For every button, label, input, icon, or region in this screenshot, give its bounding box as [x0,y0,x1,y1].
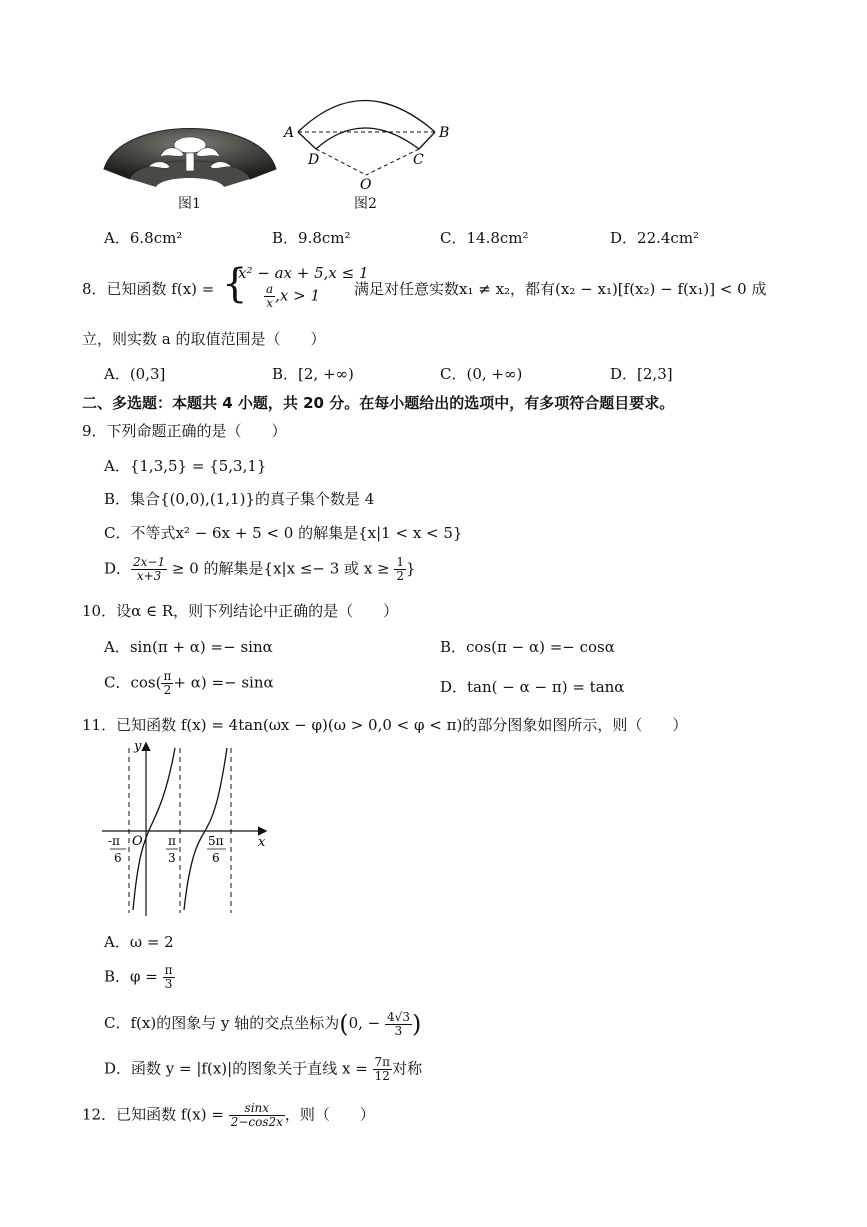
q10-c-post: + α) =− sinα [173,673,274,692]
graph-x-label: x [258,835,266,850]
figure-1-caption: 图1 [178,196,201,212]
q8-case-2 [264,283,320,310]
q9-d-den: x+3 [136,569,162,583]
q12-pre: 12．已知函数 f(x) = [82,1105,224,1124]
q8-case-1: x² − ax + 5,x ≤ 1 [238,264,369,282]
q11-c-coord-pre: 0, − [348,1014,381,1032]
q10-c-pre: C．cos( [104,673,162,692]
q10-option-b: B．cos(π − α) =− cosα [440,638,615,656]
q9-d-mid: ≥ 0 的解集是{x|x ≤− 3 或 x ≥ [171,559,390,578]
label-b: B [439,125,450,141]
graph-y-label: y [134,739,142,754]
q10-c-num: π [163,669,172,683]
q10-option-d: D．tan( − α − π) = tanα [440,678,625,696]
q9-option-a: A．{1,3,5} = {5,3,1} [104,457,267,475]
q8-brace: { [222,261,248,307]
q8-case2-rest: ,x > 1 [275,286,321,305]
q9-option-d [104,556,416,583]
graph-pi-label: π [168,834,176,848]
graph-six-2-label: 6 [212,851,220,865]
q11-b-num: π [164,963,173,977]
q11-option-b [104,964,175,991]
q9-d-label: D． [104,559,132,578]
q11-option-d [104,1056,422,1083]
q12-den: 2−cos2x [230,1115,283,1129]
q11-d-pre: D．函数 y = |f(x)|的图象关于直线 x = [104,1059,368,1078]
q7-option-a: A．6.8cm² [104,229,183,247]
section-2-heading: 二、多选题：本题共 4 小题，共 20 分。在每小题给出的选项中，有多项符合题目要求。 [82,394,675,412]
figure-1-image [100,95,280,190]
graph-origin-label: O [132,834,143,849]
q9-d-half-num: 1 [396,555,405,569]
graph-six-1-label: 6 [114,851,122,865]
q11-d-den: 12 [374,1069,390,1083]
q9-option-b: B．集合{(0,0),(1,1)}的真子集个数是 4 [104,490,375,508]
q9-stem: 9．下列命题正确的是（ ） [82,422,287,440]
q9-d-end: } [406,559,416,578]
q10-c-den: 2 [163,683,172,697]
q9-option-c: C．不等式x² − 6x + 5 < 0 的解集是{x|1 < x < 5} [104,524,463,542]
q7-option-d: D．22.4cm² [610,229,700,247]
label-o: O [360,177,372,193]
label-a: A [284,125,295,141]
q8-option-c: C．(0, +∞) [440,365,523,383]
graph-five-pi-label: 5π [208,834,224,848]
q10-stem: 10．设α ∈ R，则下列结论中正确的是（ ） [82,602,399,620]
q10-option-a: A．sin(π + α) =− sinα [104,638,273,656]
label-d: D [308,152,320,168]
figure-2-diagram [280,85,455,195]
q9-d-half-den: 2 [396,569,405,583]
q11-b-pre: B．φ = [104,967,158,986]
q8-case2-den: x [266,296,273,310]
q11-b-den: 3 [164,977,173,991]
q11-stem: 11．已知函数 f(x) = 4tan(ωx − φ)(ω > 0,0 < φ < π)的部分图象如图所示，则（ ） [82,716,688,734]
graph-three-label: 3 [168,851,176,865]
graph-neg-pi-label: -π [108,834,120,848]
q12-stem [82,1102,375,1129]
q11-c-num: 4√3 [387,1009,410,1024]
q8-case2-num: a [266,282,274,296]
q8-option-d: D．[2,3] [610,365,673,383]
q11-option-c: C．f(x)的图象与 y 轴的交点坐标为(0, − $\frac{4√3}{3}$ ) [104,1009,422,1038]
q8-option-a: A．(0,3] [104,365,166,383]
figure-2-caption: 图2 [354,196,377,212]
q8-suffix: 满足对任意实数x₁ ≠ x₂，都有(x₂ − x₁)[f(x₂) − f(x₁)] < 0 成 [354,280,767,298]
label-c: C [413,152,424,168]
q10-option-c [104,670,274,697]
q9-d-num: 2x−1 [133,555,166,569]
q11-c-pre: C．f(x)的图象与 y 轴的交点坐标为 [104,1014,340,1032]
q11-c-den: 3 [394,1023,403,1038]
q11-tan-graph [100,738,275,918]
q12-post: ，则（ ） [284,1105,375,1124]
q11-option-a: A．ω = 2 [104,933,174,951]
q8-line-2: 立，则实数 a 的取值范围是（ ） [82,330,326,348]
q7-option-c: C．14.8cm² [440,229,529,247]
q12-num: sinx [229,1102,285,1116]
q8-option-b: B．[2, +∞) [272,365,354,383]
q8-prefix: 8．已知函数 f(x) = [82,280,215,298]
q11-d-num: 7π [374,1055,391,1069]
q7-option-b: B．9.8cm² [272,229,351,247]
q11-d-post: 对称 [392,1059,423,1078]
